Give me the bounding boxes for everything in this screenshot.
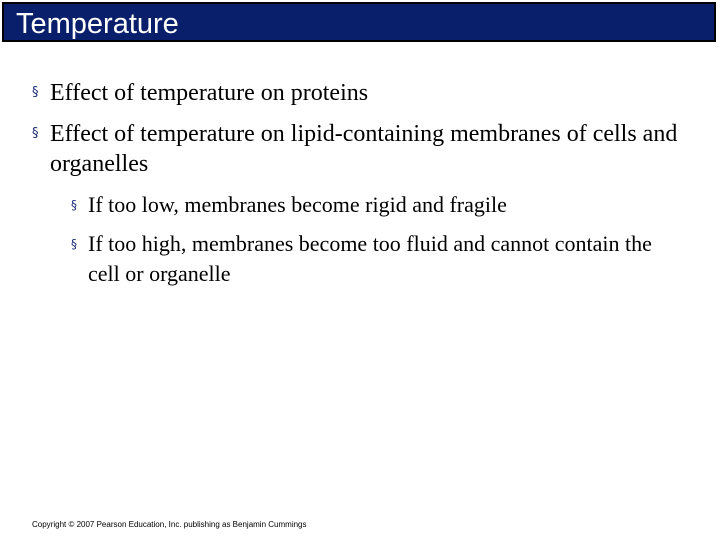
- bullet-text: Effect of temperature on lipid-containing membranes of cells and organelles: [50, 121, 678, 177]
- copyright-footer: Copyright © 2007 Pearson Education, Inc. publishing as Benjamin Cummings: [32, 520, 307, 529]
- slide-title: Temperature: [16, 8, 179, 40]
- bullet-item: [32, 78, 700, 108]
- bullet-marker-icon: §: [32, 126, 39, 141]
- sub-bullet-item: [71, 229, 688, 289]
- sub-bullet-marker-icon: §: [71, 198, 77, 212]
- sub-bullet-text: If too low, membranes become rigid and fragile: [88, 192, 507, 217]
- bullet-text: Effect of temperature on proteins: [50, 80, 369, 106]
- sub-bullet-item: [71, 190, 688, 220]
- bullet-marker-icon: §: [32, 85, 39, 100]
- sub-bullet-text: If too high, membranes become too fluid and cannot contain the cell or organelle: [88, 231, 652, 286]
- sub-bullet-marker-icon: §: [71, 237, 77, 251]
- bullet-item: [32, 119, 700, 179]
